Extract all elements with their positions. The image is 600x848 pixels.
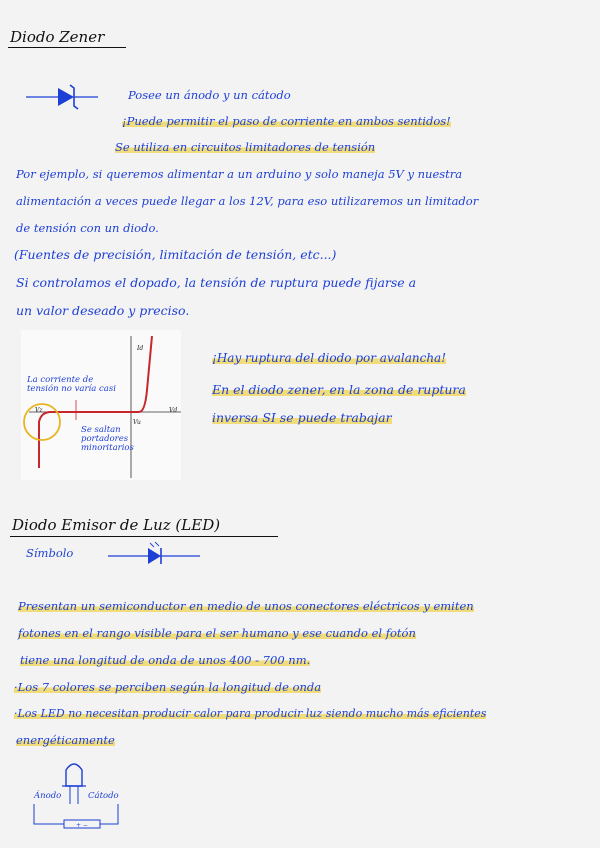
zener-example-line2: alimentación a veces puede llegar a los 12V, para eso utilizaremos un limitador	[16, 194, 479, 208]
x-axis-label: Vd	[169, 407, 178, 414]
cathode-label: Cátodo	[88, 791, 119, 801]
zener-example-line3: de tensión con un diodo.	[16, 221, 159, 235]
graph-note-bottom-3: minoritarios	[81, 443, 134, 453]
zener-doping-line1: Si controlamos el dopado, la tensión de ruptura puede fijarse a	[16, 275, 417, 290]
zener-usage-text: Se utiliza en circuitos limitadores de tensión	[115, 140, 376, 154]
svg-text:+ −: + −	[76, 822, 88, 829]
led-text-line1: Presentan un semiconductor en medio de unos conectores eléctricos y emiten	[18, 599, 474, 613]
reverse-work-text: inversa SI se puede trabajar	[212, 410, 392, 425]
breakdown-zone-text: En el diodo zener, en la zona de ruptura	[212, 382, 466, 397]
vz-label: Vz	[35, 407, 43, 414]
section2-title: Diodo Emisor de Luz (LED)	[12, 516, 221, 534]
led-text-line2: fotones en el rango visible para el ser humano y ese cuando el fotón	[18, 626, 416, 640]
graph-note-bottom-2: portadores	[81, 434, 129, 444]
led-text-line5: ·Los LED no necesitan producir calor para producir luz siendo mucho más eficientes	[14, 707, 487, 720]
zener-both-directions-text: ¡Puede permitir el paso de corriente en ambos sentidos!	[122, 114, 451, 128]
led-symbol-label: Símbolo	[26, 546, 74, 560]
iv-curve-graph	[21, 330, 181, 480]
zener-diode-icon	[26, 84, 98, 110]
zener-example-line1: Por ejemplo, si queremos alimentar a un arduino y solo maneja 5V y nuestra	[16, 167, 463, 181]
zener-anode-cathode-text: Posee un ánodo y un cátodo	[128, 88, 291, 102]
anode-label: Ánodo	[34, 791, 62, 801]
led-text-line6: energéticamente	[16, 733, 115, 747]
section1-title: Diodo Zener	[10, 28, 105, 46]
y-axis-label: Id	[137, 345, 144, 352]
graph-note-bottom-1: Se saltan	[81, 425, 121, 435]
graph-note-left-1: La corriente de	[27, 375, 94, 385]
graph-note-left-2: tensión no varía casi	[27, 384, 116, 394]
zener-doping-line2: un valor deseado y preciso.	[16, 303, 190, 318]
led-text-line3: tiene una longitud de onda de unos 400 - 700 nm.	[20, 653, 311, 667]
title-underline	[8, 46, 128, 49]
led-text-line4: ·Los 7 colores se perciben según la longitud de onda	[14, 680, 322, 694]
title-underline-2	[10, 535, 280, 538]
zener-applications-text: (Fuentes de precisión, limitación de tensión, etc...)	[14, 247, 337, 262]
vu-label: Vu	[133, 419, 141, 426]
led-diode-icon	[108, 544, 200, 566]
avalanche-text: ¡Hay ruptura del diodo por avalancha!	[212, 351, 447, 365]
